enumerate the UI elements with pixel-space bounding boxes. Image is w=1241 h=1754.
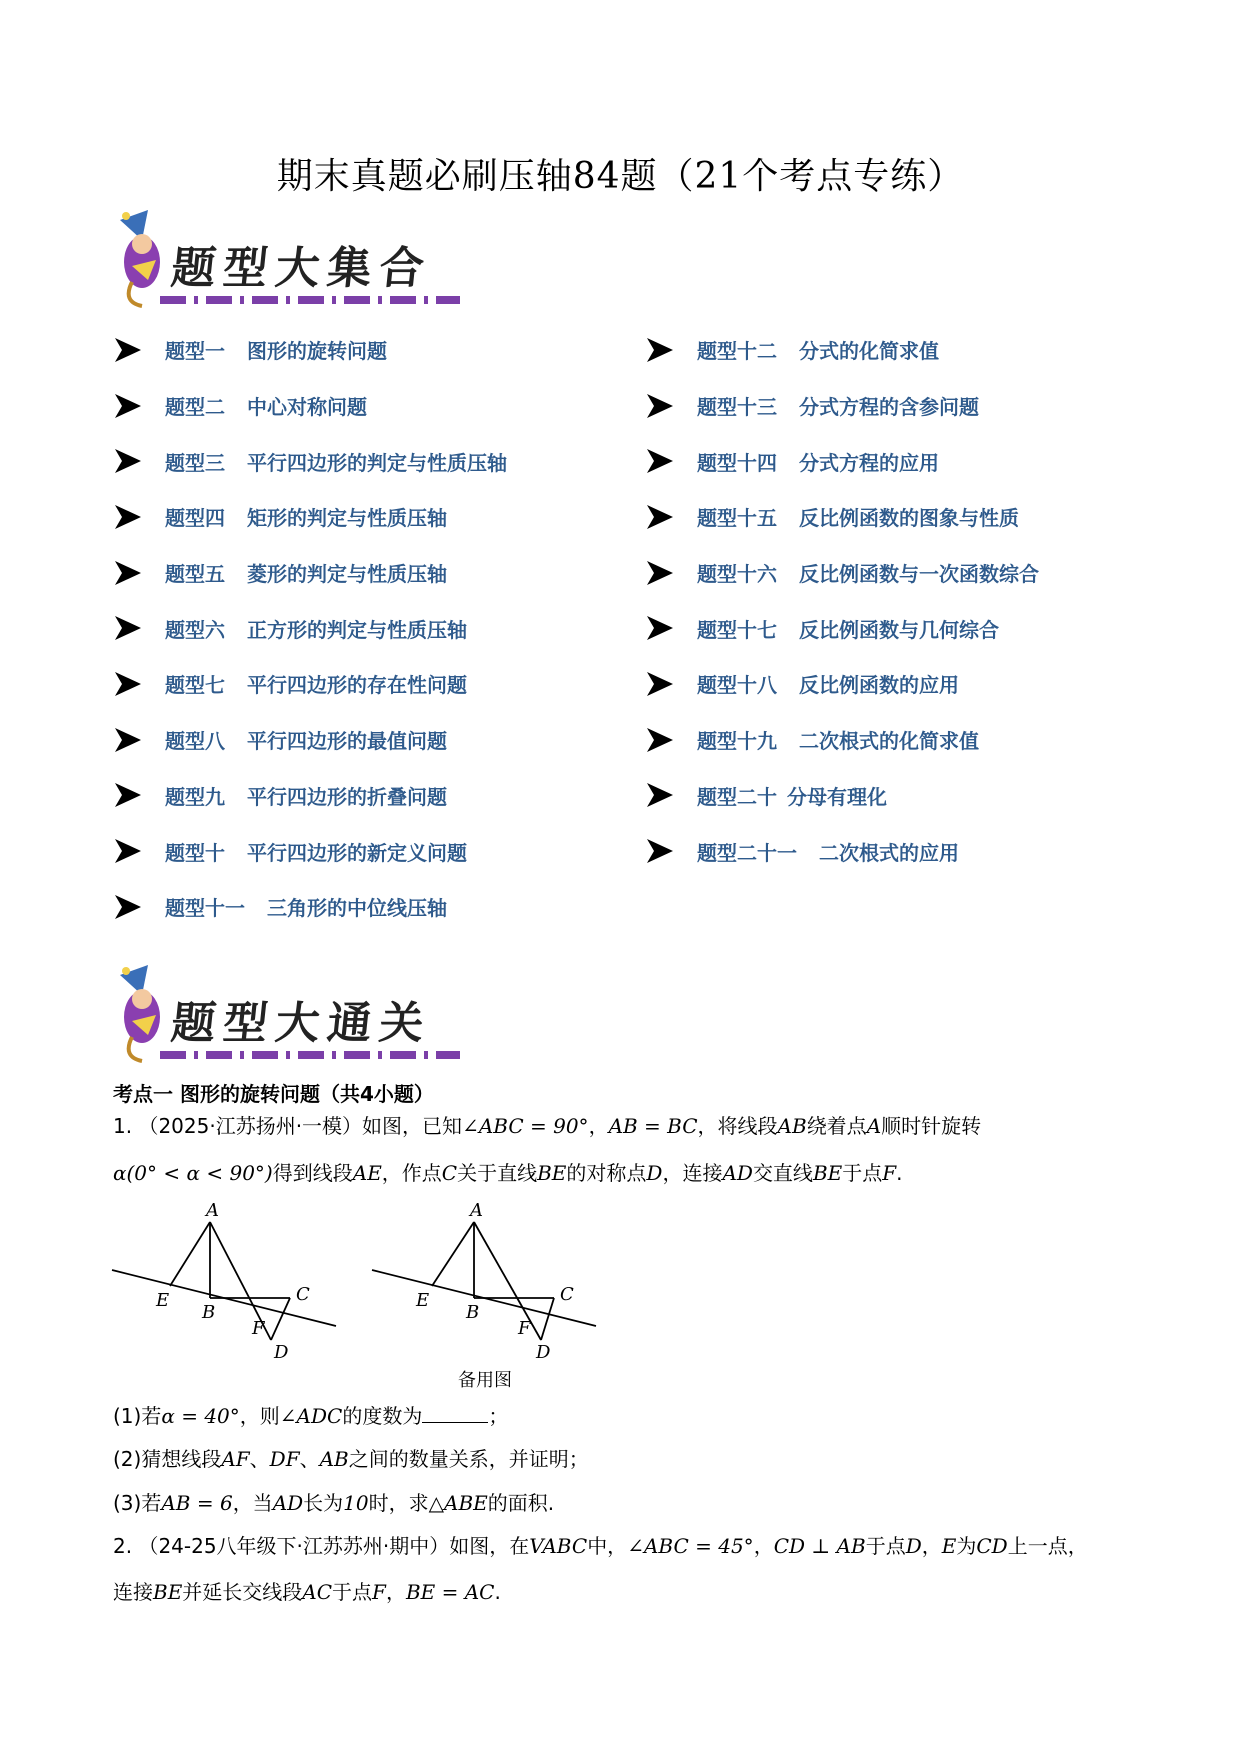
topic-collection-banner: [112, 210, 472, 320]
topic-item[interactable]: 题型十五 反比例函数的图象与性质: [645, 489, 1039, 545]
topic-list-right: [645, 322, 1039, 879]
topic-item[interactable]: 题型七 平行四边形的存在性问题: [113, 656, 507, 712]
spare-figure-caption: 备用图: [458, 1370, 512, 1391]
label-D: D: [274, 1342, 289, 1358]
topic-item[interactable]: 题型四 矩形的判定与性质压轴: [113, 489, 507, 545]
question-1-part-1: (1)若α = 40°，则∠ADC的度数为 ；: [113, 1404, 509, 1428]
label-E: E: [156, 1290, 170, 1311]
banner-dashed-line: [160, 296, 460, 304]
banner-dashed-line: [160, 1051, 460, 1059]
topic-item[interactable]: 题型二十一 二次根式的应用: [645, 823, 1039, 879]
label-A: A: [206, 1200, 219, 1221]
question-2-line-2: 连接BE并延长交线段AC于点F，BE = AC.: [113, 1580, 501, 1604]
topic-item[interactable]: 题型十 平行四边形的新定义问题: [113, 823, 507, 879]
topic-pass-banner: [112, 965, 472, 1075]
arrowhead-icon: [645, 504, 675, 530]
label-C: C: [560, 1284, 574, 1305]
arrowhead-icon: [645, 337, 675, 363]
question-1-line-1: 1. （2025·江苏扬州·一模）如图，已知∠ABC = 90°，AB = BC，将线段AB绕着点A顺时针旋转: [113, 1114, 982, 1138]
label-F: F: [518, 1318, 531, 1339]
banner-title: 题型大集合: [168, 243, 435, 294]
arrowhead-icon: [113, 504, 143, 530]
arrowhead-icon: [645, 838, 675, 864]
arrowhead-icon: [113, 615, 143, 641]
arrowhead-icon: [113, 560, 143, 586]
label-A: A: [470, 1200, 483, 1221]
arrowhead-icon: [113, 838, 143, 864]
arrowhead-icon: [645, 448, 675, 474]
arrowhead-icon: [645, 727, 675, 753]
topic-item[interactable]: 题型二十 分母有理化: [645, 768, 1039, 824]
question-1-part-2: (2)猜想线段AF、DF、AB之间的数量关系，并证明；: [113, 1447, 589, 1471]
arrowhead-icon: [645, 671, 675, 697]
arrowhead-icon: [645, 615, 675, 641]
topic-item[interactable]: 题型十三 分式方程的含参问题: [645, 378, 1039, 434]
topic-item[interactable]: 题型十六 反比例函数与一次函数综合: [645, 545, 1039, 601]
arrowhead-icon: [113, 782, 143, 808]
topic-item[interactable]: 题型九 平行四边形的折叠问题: [113, 768, 507, 824]
question-1-line-2: α(0° < α < 90°)得到线段AE，作点C关于直线BE的对称点D，连接AD交直线BE于点F.: [113, 1161, 903, 1185]
label-D: D: [536, 1342, 551, 1358]
question-1-spare-figure: [370, 1198, 610, 1358]
topic-item[interactable]: 题型八 平行四边形的最值问题: [113, 712, 507, 768]
question-1-part-3: (3)若AB = 6，当AD长为10时，求△ABE的面积.: [113, 1491, 555, 1515]
arrowhead-icon: [113, 671, 143, 697]
arrowhead-icon: [645, 782, 675, 808]
label-F: F: [252, 1318, 265, 1339]
section-heading: 考点一 图形的旋转问题（共4小题）: [113, 1082, 434, 1106]
topic-item[interactable]: 题型十七 反比例函数与几何综合: [645, 600, 1039, 656]
topic-item[interactable]: 题型十一 三角形的中位线压轴: [113, 879, 507, 935]
topic-item[interactable]: 题型十九 二次根式的化简求值: [645, 712, 1039, 768]
arrowhead-icon: [113, 393, 143, 419]
label-C: C: [296, 1284, 310, 1305]
topic-item[interactable]: 题型三 平行四边形的判定与性质压轴: [113, 433, 507, 489]
topic-item[interactable]: 题型一 图形的旋转问题: [113, 322, 507, 378]
topic-item[interactable]: 题型十八 反比例函数的应用: [645, 656, 1039, 712]
arrowhead-icon: [645, 560, 675, 586]
topic-item[interactable]: 题型十二 分式的化简求值: [645, 322, 1039, 378]
banner-title: 题型大通关: [168, 998, 435, 1049]
label-B: B: [202, 1302, 216, 1323]
arrowhead-icon: [113, 337, 143, 363]
label-E: E: [416, 1290, 430, 1311]
question-2-line-1: 2. （24-25八年级下·江苏苏州·期中）如图，在VABC中，∠ABC = 45°，CD ⊥ AB于点D，E为CD上一点，: [113, 1534, 1088, 1558]
topic-list-left: [113, 322, 507, 935]
page-title: 期末真题必刷压轴84题（21个考点专练）: [276, 156, 965, 197]
topic-item[interactable]: 题型六 正方形的判定与性质压轴: [113, 600, 507, 656]
question-1-figure: [110, 1198, 350, 1358]
arrowhead-icon: [113, 448, 143, 474]
topic-item[interactable]: 题型五 菱形的判定与性质压轴: [113, 545, 507, 601]
topic-item[interactable]: 题型十四 分式方程的应用: [645, 433, 1039, 489]
arrowhead-icon: [645, 393, 675, 419]
label-B: B: [466, 1302, 480, 1323]
arrowhead-icon: [113, 727, 143, 753]
topic-item[interactable]: 题型二 中心对称问题: [113, 378, 507, 434]
arrowhead-icon: [113, 894, 143, 920]
answer-blank[interactable]: [422, 1404, 488, 1423]
